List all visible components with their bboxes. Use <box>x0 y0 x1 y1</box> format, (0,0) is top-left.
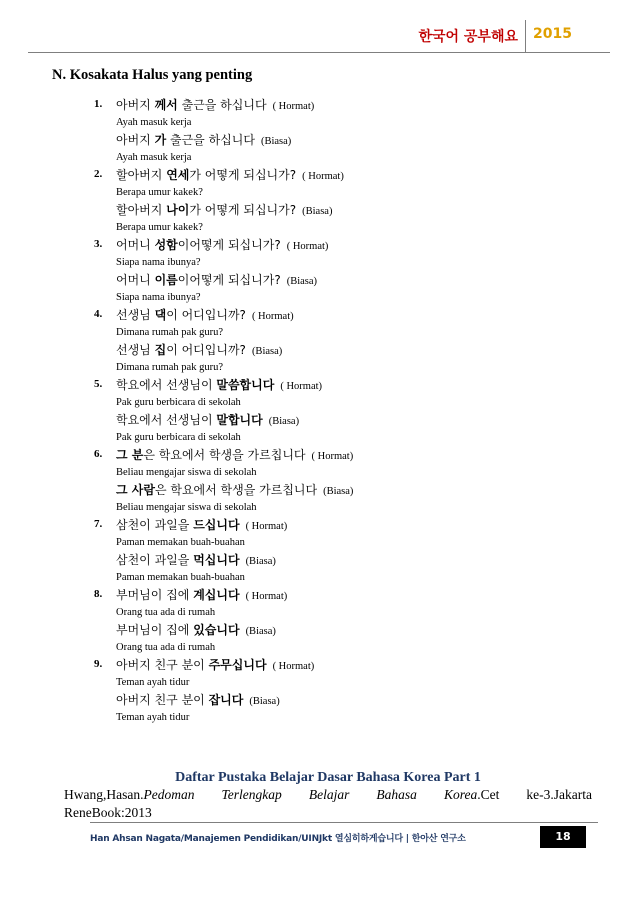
sentence-prefix: 어머니 <box>116 273 155 287</box>
honorific-word: 있습니다 <box>193 623 240 637</box>
register-note: ( Hormat) <box>251 311 294 322</box>
register-note: ( Hormat) <box>302 171 344 182</box>
korean-sentence-hormat <box>116 166 594 184</box>
vocabulary-list <box>94 96 594 726</box>
indonesian-translation: Teman ayah tidur <box>116 677 190 688</box>
register-note: (Biasa) <box>286 276 318 287</box>
indonesian-translation: Dimana rumah pak guru? <box>116 362 224 373</box>
honorific-word: 께서 <box>154 98 178 112</box>
register-note: (Biasa) <box>249 696 280 707</box>
honorific-word: 말합니다 <box>216 413 263 427</box>
sentence-prefix: 부머님이 집에 <box>116 623 194 637</box>
indonesian-translation: Paman memakan buah-buahan <box>116 572 245 583</box>
bibliography-author: Hwang,Hasan. <box>64 787 144 802</box>
korean-sentence-biasa <box>116 481 594 499</box>
honorific-word: 집 <box>154 343 167 357</box>
footer-divider <box>90 822 598 823</box>
page-footer <box>60 822 598 852</box>
honorific-word: 계십니다 <box>193 588 240 602</box>
honorific-word: 연세 <box>166 168 190 182</box>
sentence-suffix: 이 어디입니까? <box>166 308 246 322</box>
item-number: 6. <box>94 448 103 460</box>
indonesian-translation: Ayah masuk kerja <box>116 152 192 163</box>
sentence-suffix: 은 학요에서 학생을 가르칩니다 <box>143 448 306 462</box>
vocab-item <box>94 586 594 656</box>
sentence-suffix: 출근을 하십니다 <box>177 98 267 112</box>
indonesian-translation: Siapa nama ibunya? <box>116 257 201 268</box>
sentence-prefix: 학요에서 선생님이 <box>116 378 217 392</box>
indonesian-translation: Berapa umur kakek? <box>116 187 203 198</box>
honorific-word: 이름 <box>154 273 178 287</box>
vocab-item <box>94 236 594 306</box>
korean-sentence-biasa <box>116 551 594 569</box>
indonesian-translation: Paman memakan buah-buahan <box>116 537 245 548</box>
vocab-item <box>94 96 594 166</box>
item-number: 8. <box>94 588 103 600</box>
honorific-word: 성함 <box>154 238 178 252</box>
vocab-item <box>94 656 594 726</box>
korean-sentence-biasa <box>116 201 594 219</box>
item-number: 9. <box>94 658 103 670</box>
indonesian-translation: Berapa umur kakek? <box>116 222 203 233</box>
sentence-prefix: 어머니 <box>116 238 155 252</box>
honorific-word: 잡니다 <box>208 693 244 707</box>
korean-sentence-hormat <box>116 656 594 674</box>
item-number: 4. <box>94 308 103 320</box>
sentence-prefix: 선생님 <box>116 308 155 322</box>
indonesian-translation: Beliau mengajar siswa di sekolah <box>116 502 257 513</box>
page-header <box>28 20 610 53</box>
vocab-item <box>94 166 594 236</box>
korean-sentence-hormat <box>116 236 594 254</box>
register-note: ( Hormat) <box>286 241 329 252</box>
vocab-item <box>94 306 594 376</box>
honorific-word: 그 분 <box>116 448 144 462</box>
sentence-suffix: 이어떻게 되십니가? <box>177 238 281 252</box>
register-note: (Biasa) <box>245 626 276 637</box>
korean-sentence-biasa <box>116 341 594 359</box>
sentence-suffix: 이어떻게 되십니가? <box>177 273 281 287</box>
vocab-item <box>94 376 594 446</box>
item-number: 7. <box>94 518 103 530</box>
indonesian-translation: Siapa nama ibunya? <box>116 292 201 303</box>
indonesian-translation: Orang tua ada di rumah <box>116 607 216 618</box>
indonesian-translation: Ayah masuk kerja <box>116 117 192 128</box>
indonesian-translation: Beliau mengajar siswa di sekolah <box>116 467 257 478</box>
sentence-prefix: 아버지 <box>116 98 155 112</box>
sentence-suffix: 출근을 하십니다 <box>166 133 255 147</box>
item-number: 5. <box>94 378 103 390</box>
indonesian-translation: Orang tua ada di rumah <box>116 642 216 653</box>
header-year: 2015 <box>533 26 572 42</box>
sentence-suffix: 가 어떻게 되십니가? <box>189 203 297 217</box>
korean-sentence-hormat <box>116 376 594 394</box>
korean-sentence-biasa <box>116 621 594 639</box>
vocab-item <box>94 446 594 516</box>
korean-sentence-hormat <box>116 446 594 464</box>
sentence-prefix: 삼천이 과일을 <box>116 518 194 532</box>
korean-sentence-hormat <box>116 306 594 324</box>
sentence-prefix: 아버지 친구 분이 <box>116 693 209 707</box>
indonesian-translation: Pak guru berbicara di sekolah <box>116 397 241 408</box>
register-note: (Biasa) <box>260 136 292 147</box>
sentence-suffix: 가 어떻게 되십니가? <box>189 168 297 182</box>
page-number: 18 <box>540 826 586 848</box>
header-divider <box>525 20 526 52</box>
korean-sentence-biasa <box>116 131 594 149</box>
honorific-word: 나이 <box>166 203 190 217</box>
section-title: N. Kosakata Halus yang penting <box>52 67 253 83</box>
sentence-prefix: 삼천이 과일을 <box>116 553 194 567</box>
sentence-prefix: 아버지 <box>116 133 155 147</box>
register-note: (Biasa) <box>268 416 300 427</box>
register-note: ( Hormat) <box>272 661 315 672</box>
indonesian-translation: Dimana rumah pak guru? <box>116 327 224 338</box>
sentence-prefix: 아버지 친구 분이 <box>116 658 209 672</box>
sentence-prefix: 학요에서 선생님이 <box>116 413 217 427</box>
item-number: 1. <box>94 98 103 110</box>
sentence-prefix: 선생님 <box>116 343 155 357</box>
bibliography-edition: .Cet ke-3.Jakarta <box>477 787 592 802</box>
sentence-suffix: 은 학요에서 학생을 가르칩니다 <box>154 483 318 497</box>
indonesian-translation: Pak guru berbicara di sekolah <box>116 432 241 443</box>
korean-sentence-hormat <box>116 586 594 604</box>
indonesian-translation: Teman ayah tidur <box>116 712 190 723</box>
korean-sentence-hormat <box>116 516 594 534</box>
vocab-item <box>94 516 594 586</box>
honorific-word: 그 사람 <box>116 483 155 497</box>
korean-sentence-biasa <box>116 271 594 289</box>
bibliography-book-title: Pedoman Terlengkap Belajar Bahasa Korea <box>143 787 478 802</box>
sentence-prefix: 할아버지 <box>116 203 167 217</box>
honorific-word: 가 <box>154 133 167 147</box>
bibliography-entry-line2: ReneBook:2013 <box>64 805 152 820</box>
korean-sentence-biasa <box>116 691 594 709</box>
register-note: ( Hormat) <box>245 521 288 532</box>
honorific-word: 드십니다 <box>193 518 240 532</box>
item-number: 2. <box>94 168 103 180</box>
register-note: ( Hormat) <box>272 101 315 112</box>
register-note: (Biasa) <box>302 206 333 217</box>
honorific-word: 댁 <box>154 308 167 322</box>
sentence-prefix: 할아버지 <box>116 168 167 182</box>
sentence-prefix: 부머님이 집에 <box>116 588 194 602</box>
register-note: (Biasa) <box>323 486 354 497</box>
korean-sentence-hormat <box>116 96 594 114</box>
bibliography-title: Daftar Pustaka Belajar Dasar Bahasa Korea Part 1 <box>175 770 481 785</box>
sentence-suffix: 이 어디입니까? <box>166 343 246 357</box>
footer-text: Han Ahsan Nagata/Manajemen Pendidikan/UINJkt 열심히하게습니다 | 한아산 연구소 <box>90 834 466 844</box>
register-note: (Biasa) <box>251 346 283 357</box>
register-note: ( Hormat) <box>311 451 354 462</box>
bibliography <box>64 770 592 822</box>
bibliography-entry-line1 <box>64 786 592 804</box>
honorific-word: 말씀합니다 <box>216 378 275 392</box>
register-note: ( Hormat) <box>280 381 323 392</box>
korean-sentence-biasa <box>116 411 594 429</box>
register-note: (Biasa) <box>245 556 276 567</box>
honorific-word: 주무십니다 <box>208 658 267 672</box>
honorific-word: 먹십니다 <box>193 553 240 567</box>
register-note: ( Hormat) <box>245 591 288 602</box>
header-title: 한국어 공부해요 <box>418 29 518 45</box>
item-number: 3. <box>94 238 103 250</box>
